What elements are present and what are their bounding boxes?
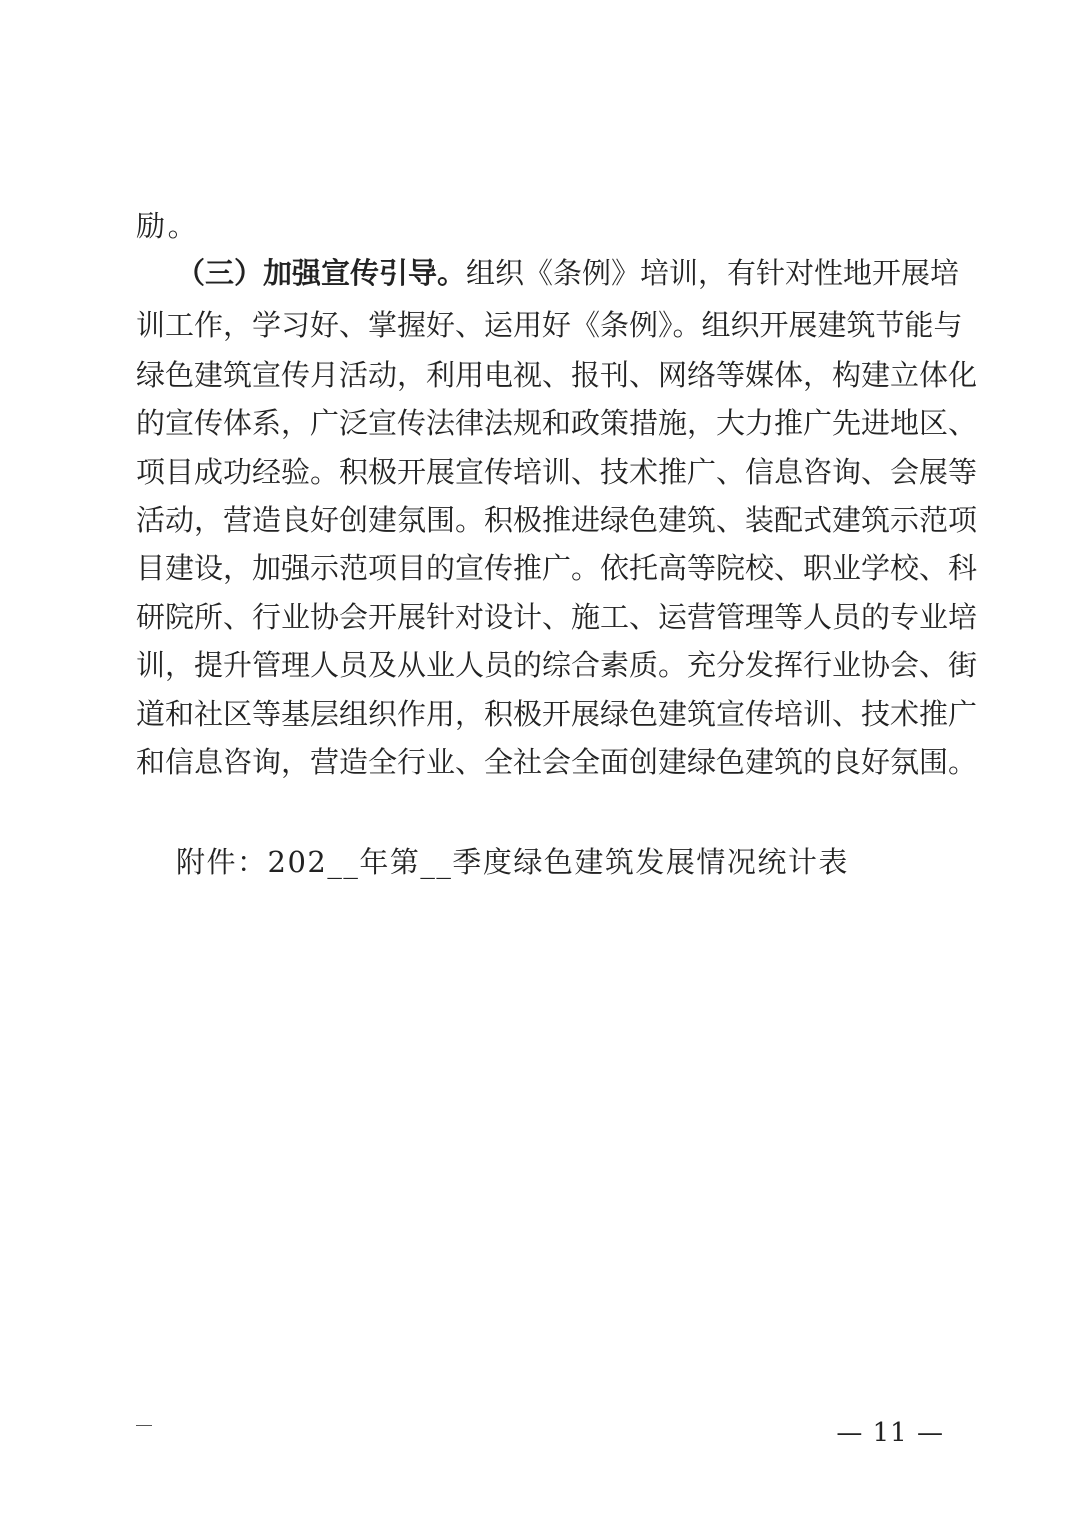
- paragraph-line: 目建设，加强示范项目的宣传推广。依托高等院校、职业学校、科: [136, 551, 978, 585]
- paragraph-line: 道和社区等基层组织作用，积极开展绿色建筑宣传培训、技术推广: [136, 697, 978, 731]
- paragraph-line: 绿色建筑宣传月活动，利用电视、报刊、网络等媒体，构建立体化: [136, 358, 978, 392]
- footer-dash: [136, 1425, 152, 1426]
- section-heading-line: [176, 253, 960, 293]
- paragraph-line: 活动，营造良好创建氛围。积极推进绿色建筑、装配式建筑示范项: [136, 503, 978, 537]
- attachment-line: 附件：202__年第__季度绿色建筑发展情况统计表: [176, 845, 849, 879]
- paragraph-line: 项目成功经验。积极开展宣传培训、技术推广、信息咨询、会展等: [136, 455, 978, 489]
- page-number: — 11 —: [836, 1418, 944, 1448]
- section-heading: （三）加强宣传引导。: [176, 256, 467, 290]
- paragraph-line: 励。: [136, 209, 200, 243]
- paragraph-line: 研院所、行业协会开展针对设计、施工、运营管理等人员的专业培: [136, 600, 978, 634]
- paragraph-line: 训工作，学习好、掌握好、运用好《条例》。组织开展建筑节能与: [136, 308, 963, 342]
- paragraph-text: 组织《条例》培训，有针对性地开展培: [466, 256, 960, 290]
- paragraph-line: 的宣传体系，广泛宣传法律法规和政策措施，大力推广先进地区、: [136, 406, 978, 440]
- paragraph-line: 训，提升管理人员及从业人员的综合素质。充分发挥行业协会、街: [136, 648, 978, 682]
- paragraph-line: 和信息咨询，营造全行业、全社会全面创建绿色建筑的良好氛围。: [136, 745, 978, 779]
